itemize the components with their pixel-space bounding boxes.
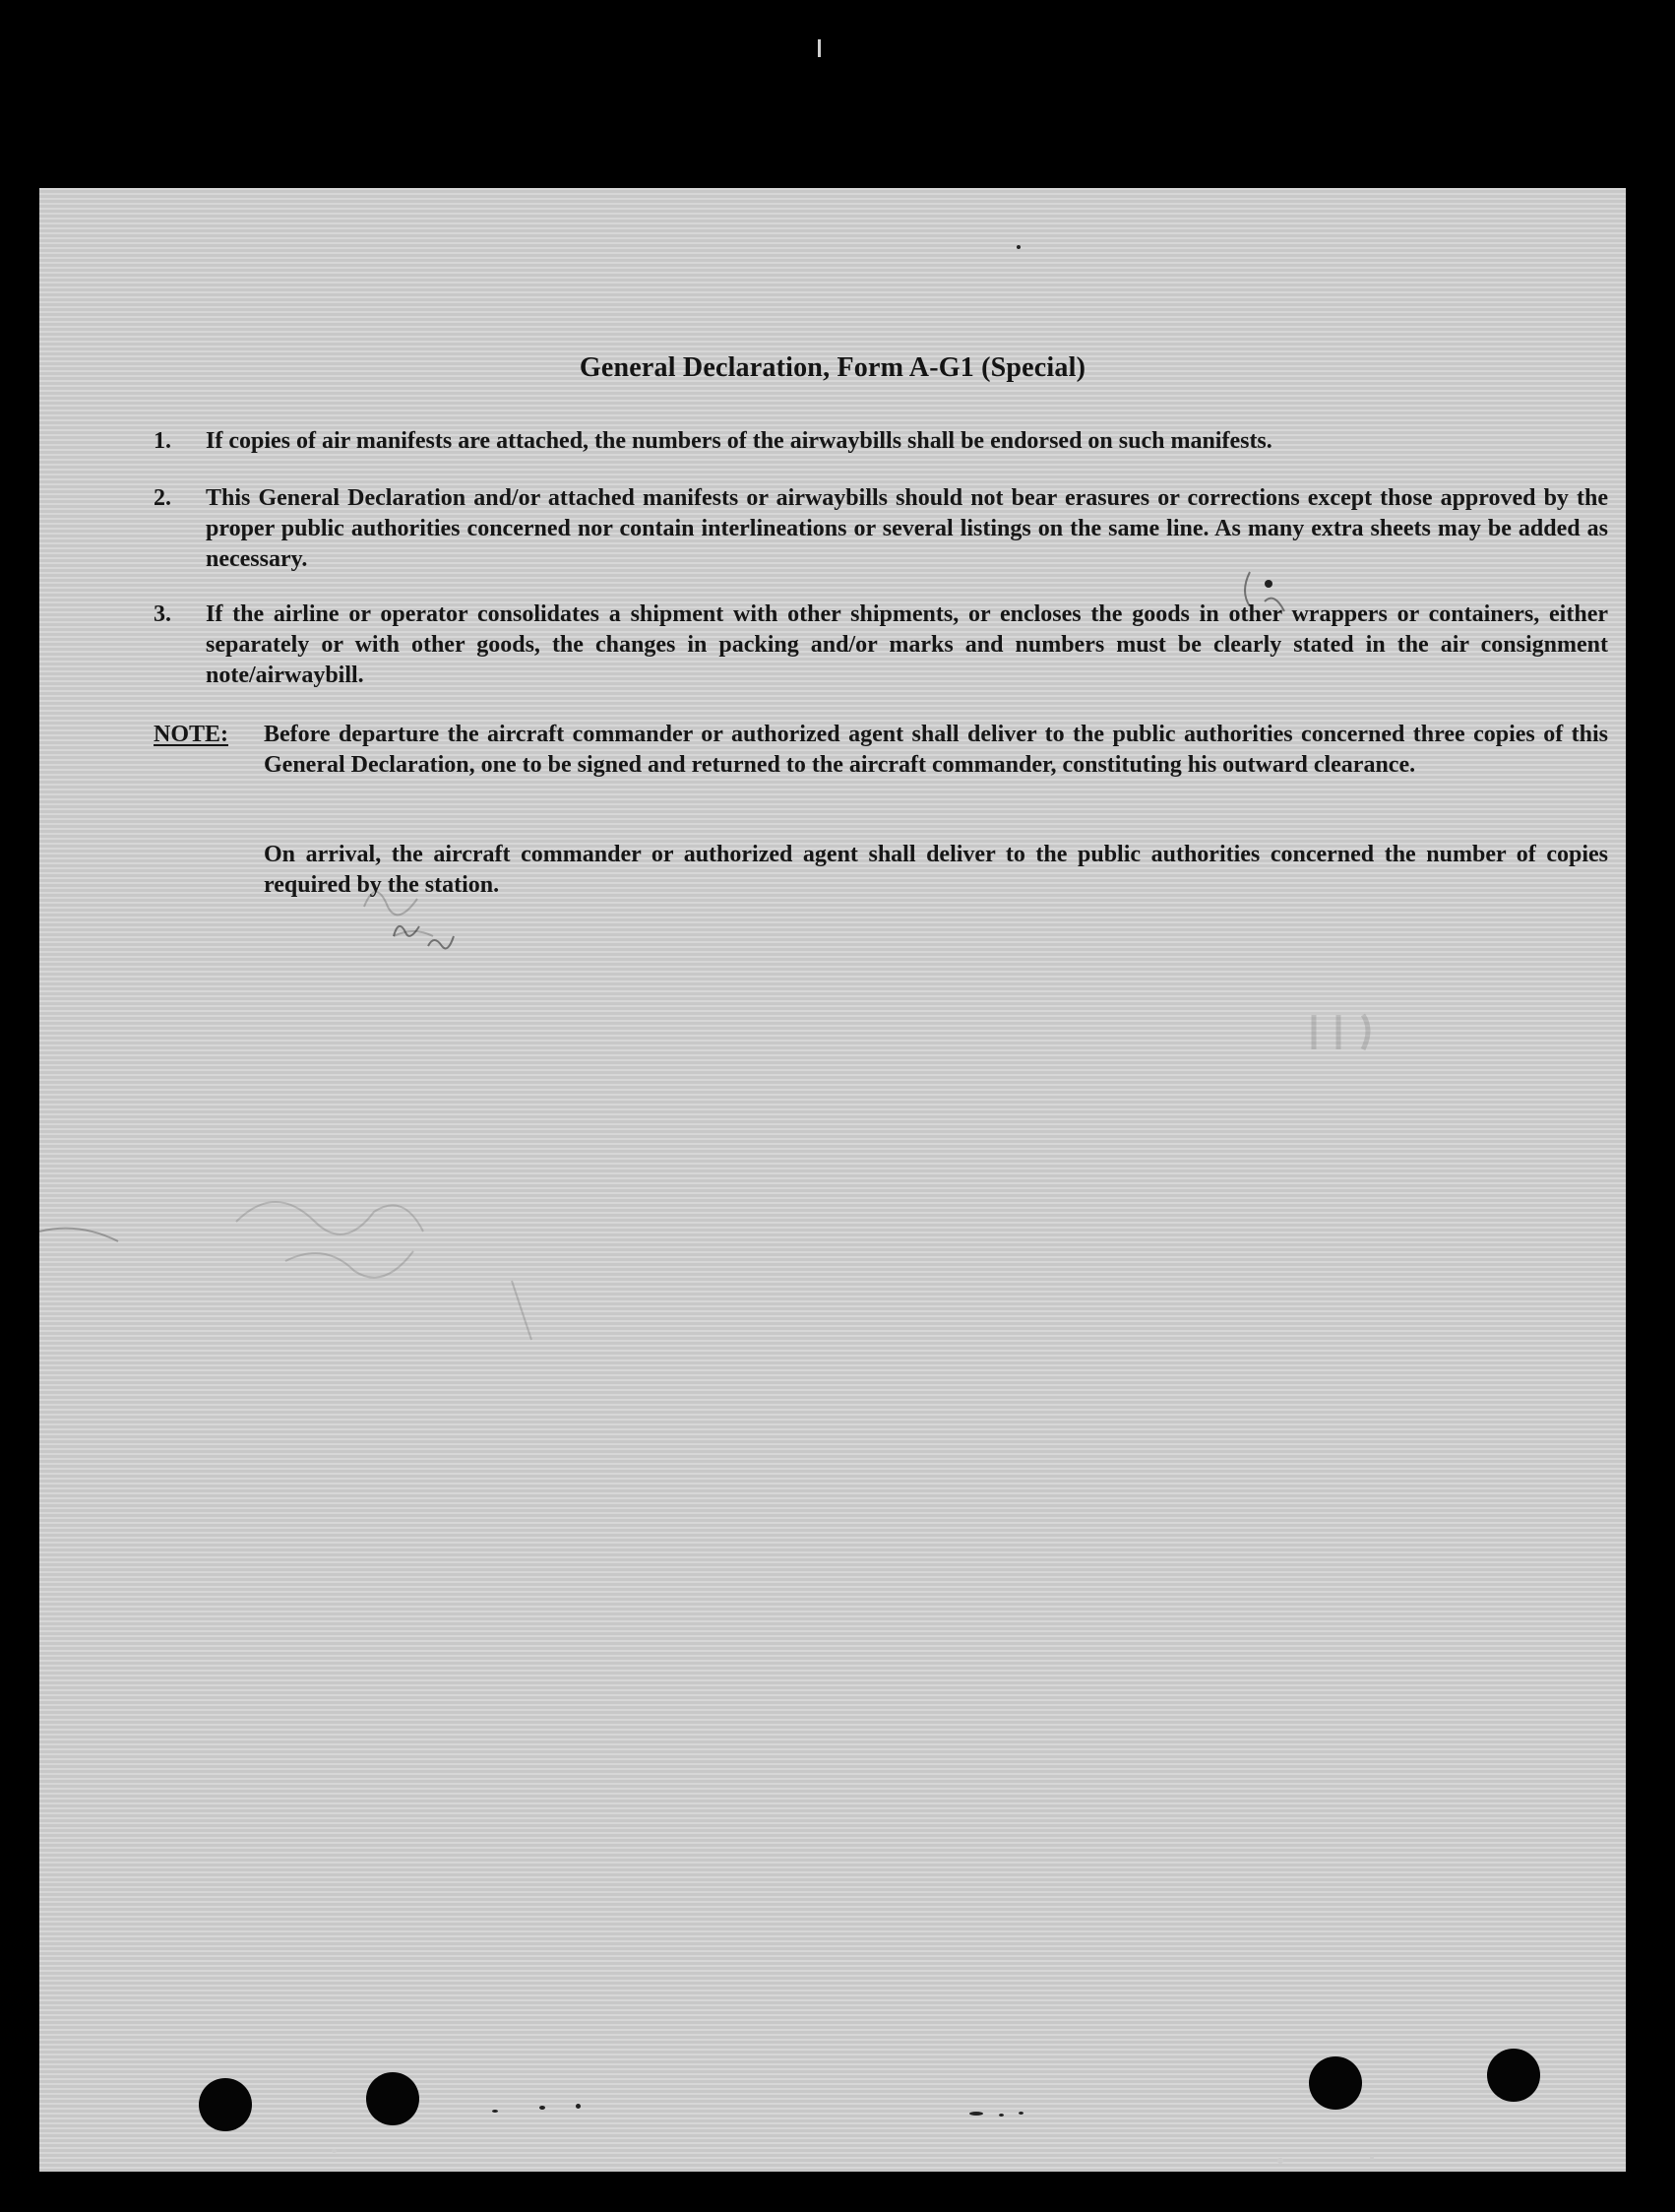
item-number: 1. xyxy=(154,428,171,454)
instruction-item-3 xyxy=(154,600,1608,691)
ink-speck xyxy=(1019,2112,1024,2115)
scan-speck xyxy=(1370,2156,1374,2160)
punch-hole xyxy=(199,2078,252,2131)
scan-speck xyxy=(1277,2158,1283,2164)
scan-edge-mark xyxy=(818,39,821,57)
scan-speck xyxy=(332,2149,337,2153)
ink-speck xyxy=(492,2110,498,2113)
item-number: 2. xyxy=(154,485,171,511)
punch-hole xyxy=(366,2072,419,2125)
note-paragraph-1: Before departure the aircraft commander or authorized agent shall deliver to the public authorities concerned three copies of this General Declaration, one to be signed and returned to the aircraft commander, constituting his outward clearance. xyxy=(264,722,1608,778)
ink-speck xyxy=(1265,580,1272,588)
document-title: General Declaration, Form A-G1 (Special) xyxy=(579,352,1086,383)
punch-hole xyxy=(1487,2049,1540,2102)
item-text: This General Declaration and/or attached manifests or airwaybills should not bear erasures or corrections except those approved by the proper public authorities concerned nor contain interlineations or several listings on the same line. As many extra sheets may be added as necessary. xyxy=(206,485,1608,572)
item-text: If copies of air manifests are attached, the numbers of the airwaybills shall be endorsed on such manifests. xyxy=(206,428,1272,454)
instruction-item-2 xyxy=(154,483,1608,575)
ink-speck xyxy=(576,2104,581,2109)
note-label: NOTE: xyxy=(154,722,229,747)
instruction-item-1 xyxy=(154,426,1608,457)
ink-speck xyxy=(999,2114,1004,2117)
document-sheet xyxy=(39,188,1626,2172)
note-section xyxy=(154,720,1608,781)
punch-hole xyxy=(1309,2056,1362,2110)
ink-speck xyxy=(969,2112,983,2116)
item-number: 3. xyxy=(154,601,171,627)
item-text: If the airline or operator consolidates a shipment with other shipments, or encloses the goods in other wrappers or containers, either separately or with other goods, the changes in packing and/or marks and numbers must be clearly stated in the air consignment note/airwaybill. xyxy=(206,601,1608,688)
ink-speck xyxy=(1017,245,1021,249)
ink-speck xyxy=(539,2106,545,2110)
note-paragraph-2: On arrival, the aircraft commander or authorized agent shall deliver to the public authorities concerned the number of copies required by the station. xyxy=(264,842,1608,898)
